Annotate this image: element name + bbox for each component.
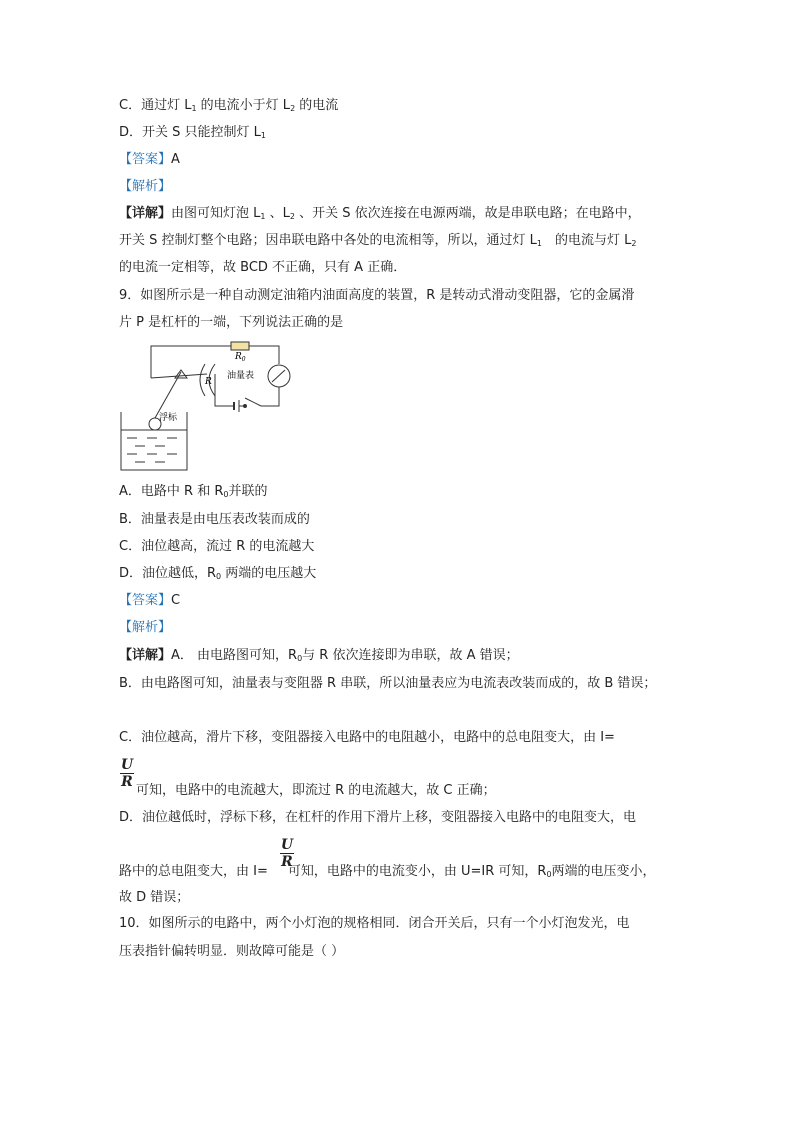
wire-top-right xyxy=(249,346,279,364)
q8-answer xyxy=(119,151,180,169)
q9-answer xyxy=(119,592,180,610)
text: C．油位越高，滑片下移，变阻器接入电路中的电阻越小，电路中的总电阻变大，由 I= xyxy=(119,730,615,745)
text: 10．如图所示的电路中，两个小灯泡的规格相同．闭合开关后，只有一个小灯泡发光，电 xyxy=(119,916,630,931)
float-label: 浮标 xyxy=(159,413,178,423)
text: 与 R 依次连接即为串联，故 A 错误； xyxy=(302,648,519,663)
text: 9．如图所示是一种自动测定油箱内油面高度的装置，R 是转动式滑动变阻器，它的金属滑 xyxy=(119,288,635,303)
text: 并联的 xyxy=(228,484,268,499)
subscript: 0 xyxy=(216,572,222,581)
q9-detail-line-3 xyxy=(119,729,615,747)
text: 、L xyxy=(265,206,290,221)
meter-needle xyxy=(272,370,285,382)
numerator: U xyxy=(280,837,294,853)
q9-option-b xyxy=(119,511,310,529)
detail-tag: 【详解】 xyxy=(119,648,172,663)
q9-option-c xyxy=(119,538,314,556)
q9-stem-line-1 xyxy=(119,287,634,305)
analysis-tag: 【解析】 xyxy=(119,179,172,194)
text: C．通过灯 L xyxy=(119,98,192,113)
text: A．电路中 R 和 R xyxy=(119,484,224,499)
subscript: 0 xyxy=(546,870,552,879)
text: D．油位越低时，浮标下移，在杠杆的作用下滑片上移，变阻器接入电路中的电阻变大，电 xyxy=(119,810,637,825)
lever-rod xyxy=(155,372,181,418)
text: 故 D 错误； xyxy=(119,890,190,905)
text: 压表指针偏转明显．则故障可能是（ ） xyxy=(119,944,345,959)
subscript: 0 xyxy=(223,490,229,499)
subscript: 1 xyxy=(191,104,197,113)
text: D．开关 S 只能控制灯 L xyxy=(119,125,261,140)
q9-analysis-heading xyxy=(119,619,171,637)
answer-value: A xyxy=(171,152,180,167)
q10-stem-line-1 xyxy=(119,915,630,933)
denominator: R xyxy=(281,854,293,870)
text: D．油位越低，R xyxy=(119,566,217,581)
text: 两端的电压越大 xyxy=(221,566,317,581)
text: A． 由电路图可知，R xyxy=(171,648,298,663)
q9-option-d xyxy=(119,565,316,586)
q9-detail-line-1 xyxy=(119,647,519,668)
q8-option-c xyxy=(119,97,338,118)
wire-right xyxy=(261,387,279,406)
text: 由图可知灯泡 L xyxy=(171,206,261,221)
meter-label: 油量表 xyxy=(227,371,255,381)
oil-dashes xyxy=(127,438,177,462)
detail-tag: 【详解】 xyxy=(119,206,172,221)
q8-detail-line-2 xyxy=(119,232,636,253)
answer-tag: 【答案】 xyxy=(119,152,172,167)
text: 的电流 xyxy=(295,98,339,113)
text: B．由电路图可知，油量表与变阻器 R 串联，所以油量表应为电流表改装而成的，故 B 错误； xyxy=(119,676,657,691)
q8-detail-line-3 xyxy=(119,259,406,277)
text: 路中的总电阻变大，由 I= xyxy=(119,864,268,879)
q8-detail-line-1 xyxy=(119,205,641,226)
text: 可知，电路中的电流越大，即流过 R 的电流越大，故 C 正确； xyxy=(136,783,496,798)
text: 的电流与灯 L xyxy=(542,233,632,248)
fraction-u-over-r xyxy=(120,758,134,789)
q9-detail-line-6 xyxy=(119,863,656,884)
r0-resistor xyxy=(231,342,249,350)
text: B．油量表是由电压表改装而成的 xyxy=(119,512,310,527)
text: 片 P 是杠杆的一端，下列说法正确的是 xyxy=(119,315,344,330)
answer-value: C xyxy=(171,593,181,608)
subscript: 2 xyxy=(631,239,637,248)
text: 开关 S 控制灯整个电路；因串联电路中各处的电流相等，所以，通过灯 L xyxy=(119,233,537,248)
oil-gauge-circuit-figure xyxy=(119,340,291,474)
q9-detail-line-2 xyxy=(119,675,656,693)
q9-detail-line-4 xyxy=(136,782,496,800)
q8-option-d xyxy=(119,124,266,145)
q9-option-a xyxy=(119,483,267,504)
q9-stem-line-2 xyxy=(119,314,343,332)
fraction-u-over-r-2 xyxy=(280,838,294,869)
text: 的电流一定相等，故 BCD 不正确，只有 A 正确． xyxy=(119,260,407,275)
denominator: R xyxy=(121,774,133,790)
text: 的电流小于灯 L xyxy=(196,98,291,113)
pivot-triangle xyxy=(175,370,187,378)
subscript: 1 xyxy=(536,239,542,248)
subscript: 2 xyxy=(290,104,296,113)
text: 、开关 S 依次连接在电源两端，故是串联电路；在电路中， xyxy=(294,206,641,221)
r0-label: $R_0$ xyxy=(235,352,246,363)
text: 可知，电路中的电流变小，由 U=IR 可知，R xyxy=(287,864,547,879)
subscript: 1 xyxy=(260,131,266,140)
subscript: 2 xyxy=(289,212,295,221)
q10-stem-line-2 xyxy=(119,943,344,961)
subscript: 0 xyxy=(297,654,303,663)
text: C．油位越高，流过 R 的电流越大 xyxy=(119,539,315,554)
numerator: U xyxy=(120,757,134,773)
wire-top-left xyxy=(151,346,231,378)
analysis-tag: 【解析】 xyxy=(119,620,172,635)
switch-blade xyxy=(245,398,261,406)
text: 两端的电压变小， xyxy=(551,864,656,879)
q8-analysis-heading xyxy=(119,178,171,196)
r-label: R xyxy=(205,377,212,387)
q9-detail-line-5 xyxy=(119,809,636,827)
subscript: 1 xyxy=(260,212,266,221)
answer-tag: 【答案】 xyxy=(119,593,172,608)
q9-detail-line-7 xyxy=(119,889,189,907)
